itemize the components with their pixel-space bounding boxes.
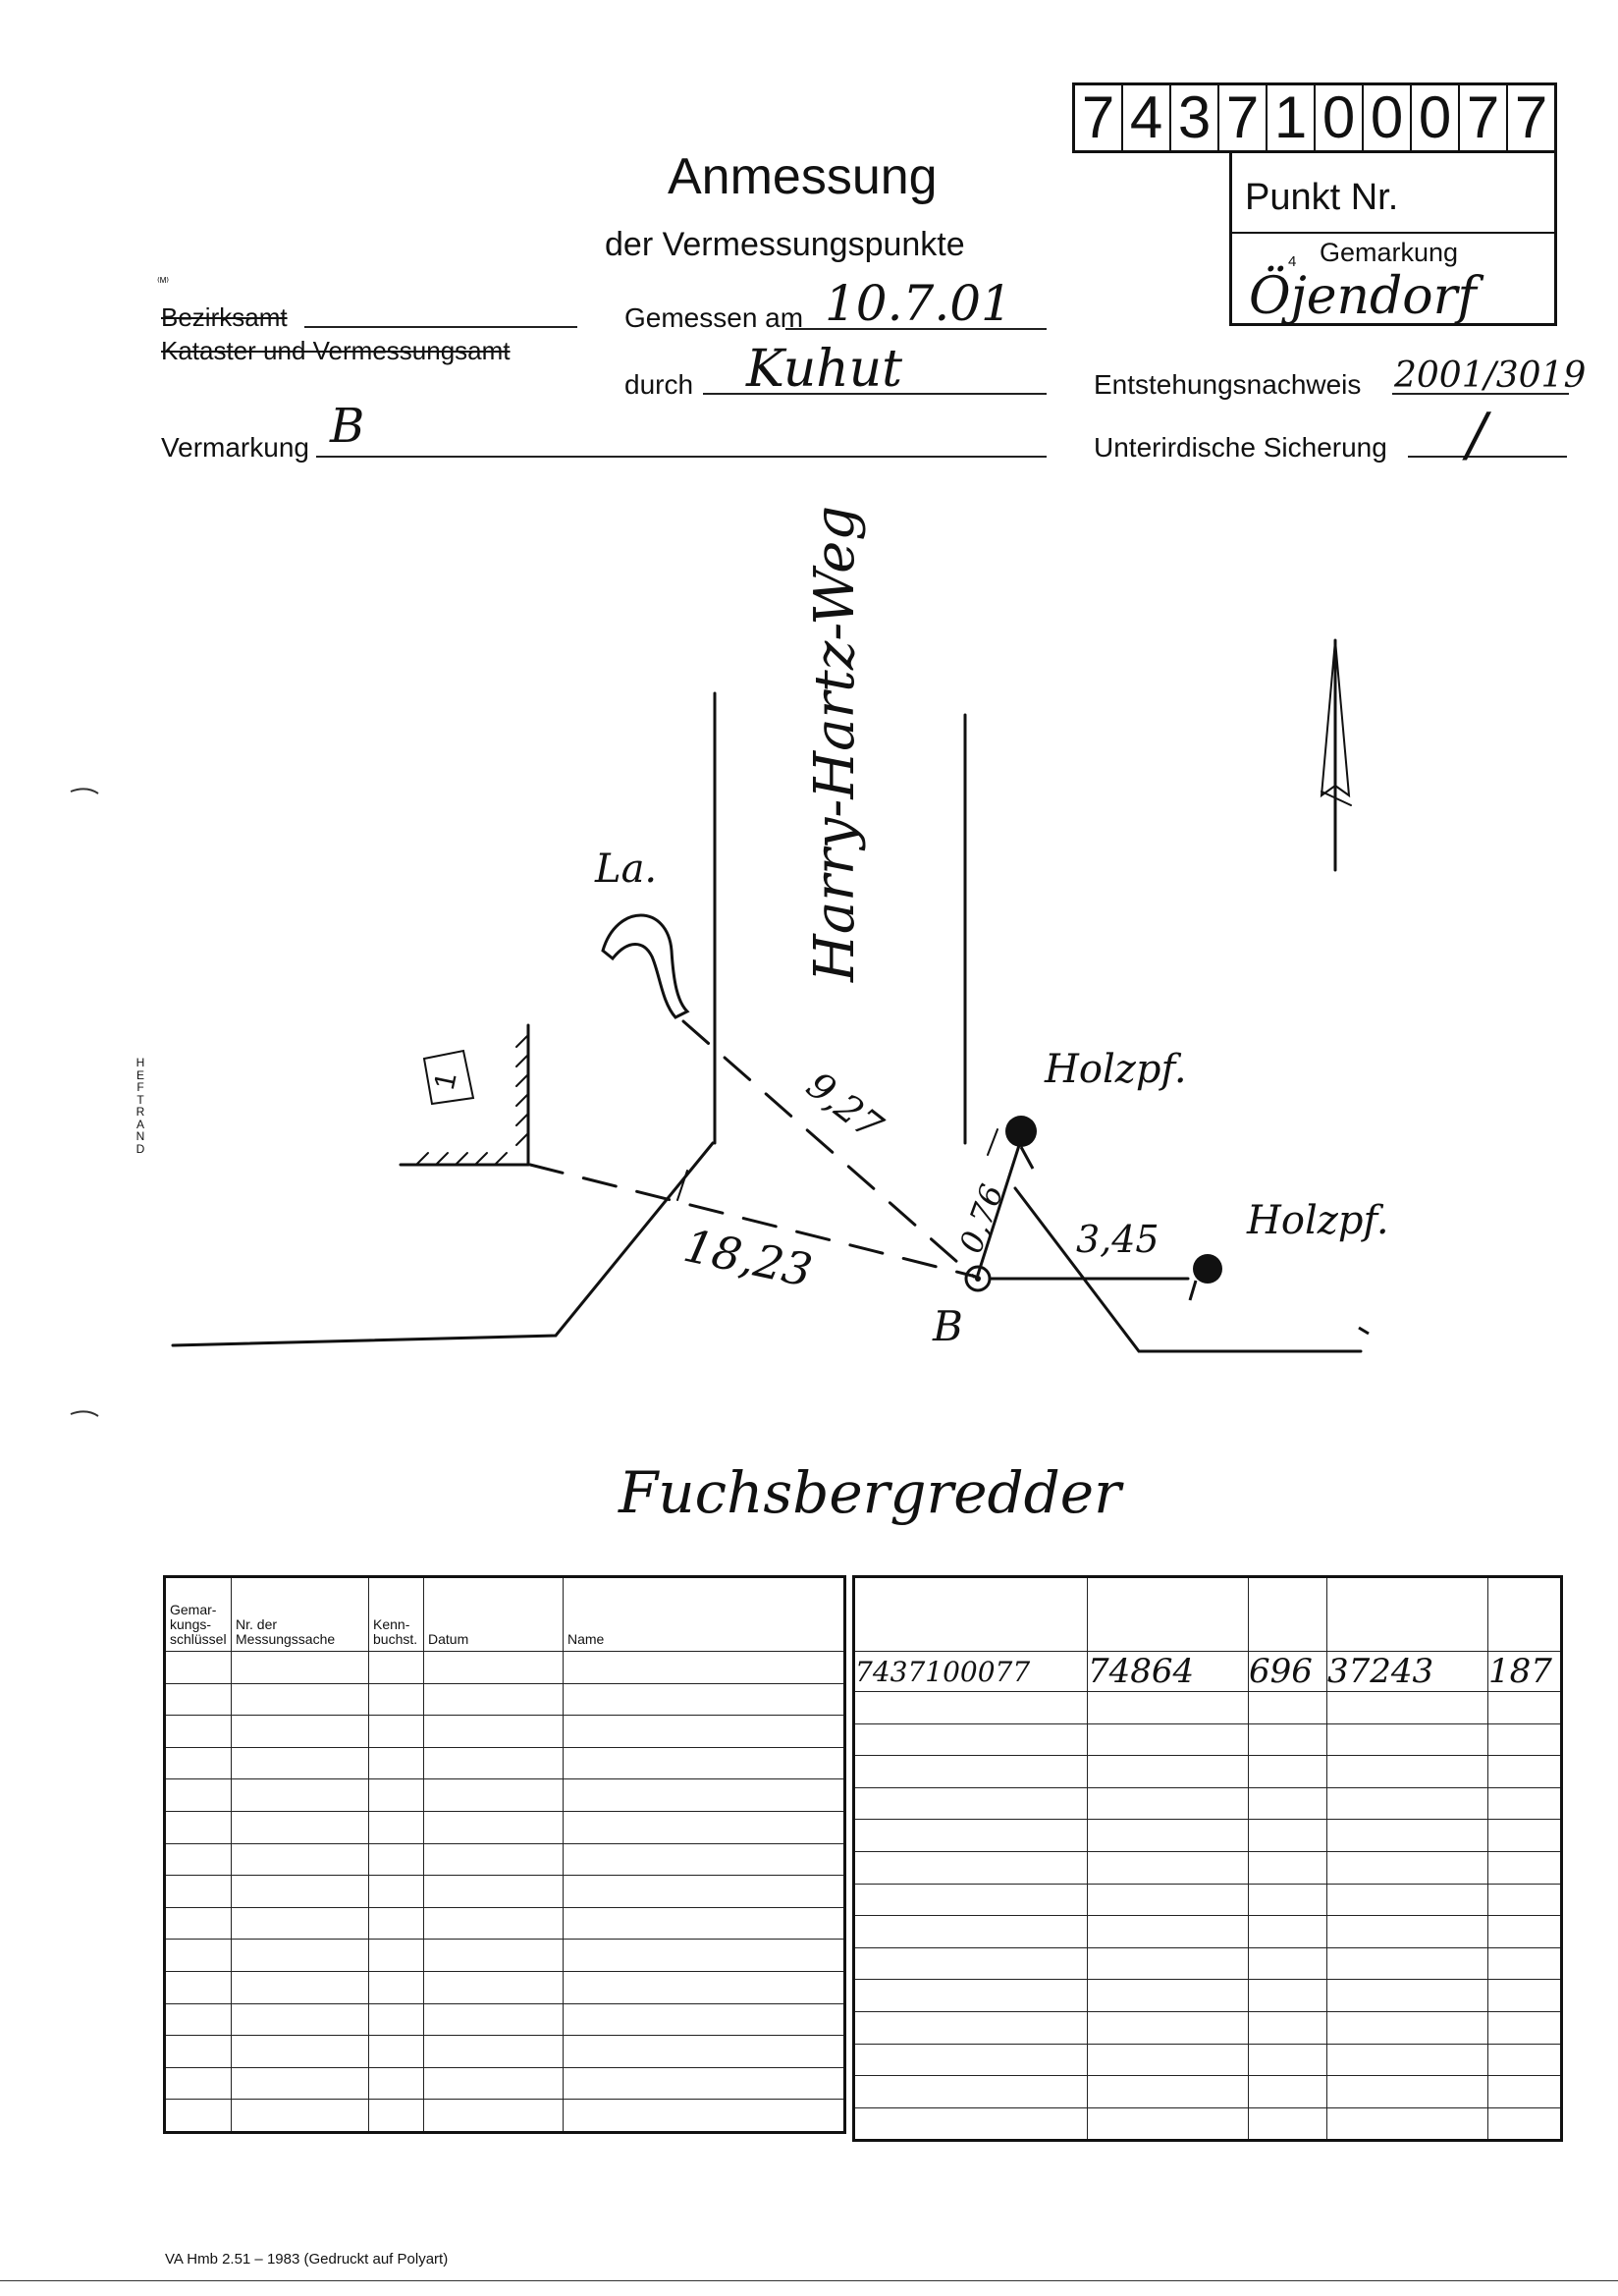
left-table bbox=[163, 1575, 846, 2134]
table-cell bbox=[564, 1683, 845, 1716]
table-row bbox=[165, 1907, 845, 1940]
page-title: Anmessung bbox=[668, 148, 938, 205]
table-cell bbox=[1327, 1980, 1488, 2012]
table-row bbox=[165, 2036, 845, 2068]
table-cell bbox=[424, 1811, 564, 1843]
table-cell bbox=[369, 2036, 424, 2068]
table-cell bbox=[424, 2003, 564, 2036]
durch-label: durch bbox=[624, 369, 694, 400]
table-row bbox=[165, 1652, 845, 1684]
table-cell bbox=[232, 1907, 369, 1940]
table-cell bbox=[1327, 2107, 1488, 2141]
table-cell bbox=[424, 1747, 564, 1779]
table-row bbox=[165, 1811, 845, 1843]
table-row bbox=[854, 2044, 1562, 2076]
table-cell bbox=[1088, 1692, 1249, 1724]
table-cell bbox=[1327, 1723, 1488, 1756]
table-cell bbox=[1088, 1947, 1249, 1980]
entstehung-value: 2001/3019 bbox=[1394, 355, 1587, 396]
table-cell bbox=[564, 1907, 845, 1940]
gemessen-label: Gemessen am bbox=[624, 302, 804, 333]
table-row bbox=[165, 1779, 845, 1812]
holzpf-label-2: Holzpf. bbox=[1247, 1198, 1389, 1243]
table-cell bbox=[564, 1811, 845, 1843]
table-cell bbox=[232, 1683, 369, 1716]
table-cell bbox=[854, 1723, 1088, 1756]
right-table-header bbox=[854, 1577, 1562, 1652]
holzpf-label-1: Holzpf. bbox=[1045, 1047, 1187, 1092]
table-cell bbox=[564, 2100, 845, 2133]
table-cell bbox=[165, 2100, 232, 2133]
punkt-digit: 4 bbox=[1123, 85, 1171, 150]
table-row bbox=[165, 1876, 845, 1908]
table-cell: 74864 bbox=[1088, 1652, 1249, 1692]
table-cell bbox=[1327, 1884, 1488, 1916]
table-cell bbox=[424, 2100, 564, 2133]
table-cell bbox=[1488, 1947, 1562, 1980]
table-cell bbox=[369, 1716, 424, 1748]
punkt-digit: 1 bbox=[1267, 85, 1316, 150]
table-cell bbox=[424, 1779, 564, 1812]
table-cell bbox=[369, 1811, 424, 1843]
table-cell bbox=[1488, 1884, 1562, 1916]
table-cell bbox=[1327, 2076, 1488, 2108]
table-cell bbox=[1088, 1820, 1249, 1852]
gemarkung-label: Gemarkung bbox=[1320, 238, 1459, 267]
street-label-horizontal: Fuchsbergredder bbox=[619, 1459, 1121, 1526]
punkt-digit: 7 bbox=[1514, 84, 1548, 150]
table-cell bbox=[564, 1940, 845, 1972]
table-cell bbox=[232, 1747, 369, 1779]
point-label-b: B bbox=[933, 1302, 963, 1350]
lantern-shape bbox=[603, 915, 687, 1017]
table-cell bbox=[1327, 1820, 1488, 1852]
heftrand-label: HEFTRAND bbox=[135, 1056, 145, 1156]
table-cell bbox=[232, 2036, 369, 2068]
table-cell bbox=[369, 1907, 424, 1940]
table-cell bbox=[854, 1820, 1088, 1852]
table-row bbox=[165, 2003, 845, 2036]
table-cell bbox=[1488, 2011, 1562, 2044]
table-cell bbox=[232, 1652, 369, 1684]
table-cell bbox=[1088, 1916, 1249, 1948]
table-row bbox=[854, 1916, 1562, 1948]
table-cell bbox=[232, 2003, 369, 2036]
table-cell bbox=[564, 1652, 845, 1684]
table-cell bbox=[232, 1716, 369, 1748]
table-cell: 7437100077 bbox=[854, 1652, 1088, 1692]
kataster-label: Kataster und Vermessungsamt bbox=[161, 336, 511, 365]
table-cell bbox=[564, 2036, 845, 2068]
table-cell bbox=[1327, 2011, 1488, 2044]
table-row bbox=[854, 1692, 1562, 1724]
holzpf-post-1 bbox=[1005, 1116, 1037, 1169]
table-cell bbox=[369, 2067, 424, 2100]
table-cell bbox=[564, 1716, 845, 1748]
table-cell bbox=[1488, 1916, 1562, 1948]
table-cell bbox=[232, 1971, 369, 2003]
table-row bbox=[165, 2100, 845, 2133]
table-cell bbox=[1249, 1723, 1327, 1756]
gemarkung-number: 4 bbox=[1288, 253, 1297, 270]
table-cell bbox=[165, 2003, 232, 2036]
table-cell bbox=[1249, 2011, 1327, 2044]
table-row bbox=[854, 1947, 1562, 1980]
table-cell bbox=[564, 1843, 845, 1876]
table-cell bbox=[564, 1876, 845, 1908]
table-cell bbox=[1327, 1692, 1488, 1724]
table-cell bbox=[1088, 2011, 1249, 2044]
punkt-digit: 7 bbox=[1075, 85, 1123, 150]
column-header: Gemar-kungs-schlüssel bbox=[165, 1577, 232, 1652]
table-cell bbox=[165, 1779, 232, 1812]
table-cell bbox=[165, 1716, 232, 1748]
table-cell bbox=[369, 2100, 424, 2133]
table-cell bbox=[165, 1652, 232, 1684]
punkt-digit: 0 bbox=[1316, 85, 1364, 150]
punkt-label: Punkt Nr. bbox=[1245, 177, 1399, 218]
page-subtitle: der Vermessungspunkte bbox=[605, 226, 965, 263]
table-cell bbox=[424, 1907, 564, 1940]
table-cell bbox=[1488, 2107, 1562, 2141]
table-cell: 37243 bbox=[1327, 1652, 1488, 1692]
distance-345: 3,45 bbox=[1076, 1218, 1160, 1261]
table-cell bbox=[1327, 1916, 1488, 1948]
table-cell bbox=[1488, 2076, 1562, 2108]
vermarkung-value: B bbox=[330, 399, 365, 454]
table-row bbox=[854, 1723, 1562, 1756]
table-cell bbox=[424, 1876, 564, 1908]
table-cell bbox=[1488, 1787, 1562, 1820]
table-cell bbox=[1088, 1884, 1249, 1916]
table-cell bbox=[424, 2036, 564, 2068]
distance-1823: 18,23 bbox=[678, 1218, 817, 1298]
table-row bbox=[165, 1843, 845, 1876]
table-cell bbox=[424, 1716, 564, 1748]
table-cell bbox=[165, 1971, 232, 2003]
table-cell bbox=[854, 1756, 1088, 1788]
column-header: Nr. der Messungssache bbox=[232, 1577, 369, 1652]
table-cell bbox=[232, 1876, 369, 1908]
left-table-header bbox=[165, 1577, 845, 1652]
table-cell bbox=[854, 1980, 1088, 2012]
table-cell bbox=[232, 2100, 369, 2133]
table-cell bbox=[424, 2067, 564, 2100]
table-cell bbox=[854, 1916, 1088, 1948]
sicherung-value: / bbox=[1467, 401, 1487, 469]
table-cell bbox=[165, 1683, 232, 1716]
table-cell bbox=[165, 1876, 232, 1908]
entstehung-label: Entstehungsnachweis bbox=[1094, 369, 1362, 400]
table-cell bbox=[232, 1940, 369, 1972]
table-cell bbox=[854, 2107, 1088, 2141]
table-cell bbox=[424, 1971, 564, 2003]
table-cell bbox=[1249, 2107, 1327, 2141]
table-cell bbox=[369, 1683, 424, 1716]
table-cell bbox=[564, 1747, 845, 1779]
table-cell: 187 bbox=[1488, 1652, 1562, 1692]
table-cell bbox=[1088, 2107, 1249, 2141]
table-cell bbox=[165, 1747, 232, 1779]
table-cell bbox=[1249, 1756, 1327, 1788]
table-row bbox=[854, 1820, 1562, 1852]
table-cell bbox=[854, 1947, 1088, 1980]
table-cell bbox=[1488, 2044, 1562, 2076]
table-cell bbox=[1088, 1980, 1249, 2012]
table-cell bbox=[1488, 1980, 1562, 2012]
building-hatch bbox=[416, 1035, 528, 1165]
table-cell bbox=[1088, 1787, 1249, 1820]
table-cell bbox=[854, 1884, 1088, 1916]
footer-note: VA Hmb 2.51 – 1983 (Gedruckt auf Polyart) bbox=[165, 2251, 449, 2268]
bottom-rule bbox=[0, 2280, 1618, 2281]
table-cell bbox=[232, 2067, 369, 2100]
sicherung-label: Unterirdische Sicherung bbox=[1094, 432, 1387, 463]
table-cell bbox=[1488, 1723, 1562, 1756]
table-cell bbox=[564, 2067, 845, 2100]
table-cell bbox=[165, 1907, 232, 1940]
table-cell bbox=[1088, 1756, 1249, 1788]
table-cell: 696 bbox=[1249, 1652, 1327, 1692]
table-cell bbox=[369, 1747, 424, 1779]
table-cell bbox=[1249, 1947, 1327, 1980]
table-cell bbox=[1088, 1851, 1249, 1884]
table-cell bbox=[369, 1940, 424, 1972]
table-cell bbox=[1249, 1787, 1327, 1820]
table-cell bbox=[1488, 1851, 1562, 1884]
table-row bbox=[854, 1787, 1562, 1820]
table-cell bbox=[369, 1843, 424, 1876]
stamp-mark: ⁽ᴹ⁾ bbox=[157, 275, 170, 289]
table-cell bbox=[1249, 1851, 1327, 1884]
table-cell bbox=[1249, 2076, 1327, 2108]
table-cell bbox=[232, 1811, 369, 1843]
table-cell bbox=[1249, 1980, 1327, 2012]
distance-927: 9,27 bbox=[798, 1063, 891, 1149]
table-cell bbox=[1249, 1916, 1327, 1948]
column-header: Name bbox=[564, 1577, 845, 1652]
distance-076: 0,76 bbox=[951, 1179, 1011, 1258]
building-number: 1 bbox=[427, 1069, 463, 1093]
table-cell bbox=[424, 1683, 564, 1716]
table-row bbox=[165, 1716, 845, 1748]
right-table bbox=[852, 1575, 1563, 2142]
table-row bbox=[854, 1851, 1562, 1884]
table-cell bbox=[369, 2003, 424, 2036]
punkt-digit: 7 bbox=[1219, 85, 1267, 150]
table-cell bbox=[564, 1971, 845, 2003]
table-cell bbox=[424, 1940, 564, 1972]
table-cell bbox=[1249, 1820, 1327, 1852]
punkt-digit: 0 bbox=[1412, 85, 1460, 150]
table-cell bbox=[232, 1843, 369, 1876]
table-cell bbox=[1327, 1947, 1488, 1980]
table-row bbox=[165, 1971, 845, 2003]
table-row bbox=[165, 1683, 845, 1716]
column-header: Kenn-buchst. bbox=[369, 1577, 424, 1652]
vermarkung-label: Vermarkung bbox=[161, 432, 309, 463]
table-cell bbox=[854, 2044, 1088, 2076]
street-edge-lower-left bbox=[173, 1143, 713, 1345]
table-cell bbox=[1249, 2044, 1327, 2076]
table-row bbox=[854, 2076, 1562, 2108]
table-row bbox=[854, 2011, 1562, 2044]
street-label-vertical: Harry-Hartz-Weg bbox=[803, 505, 867, 982]
lantern-label: La. bbox=[595, 847, 658, 892]
holzpf-post-2 bbox=[1190, 1254, 1222, 1300]
table-row bbox=[854, 1884, 1562, 1916]
table-cell bbox=[369, 1971, 424, 2003]
table-row bbox=[165, 1940, 845, 1972]
table-row bbox=[165, 1747, 845, 1779]
table-cell bbox=[1088, 1723, 1249, 1756]
table-cell bbox=[424, 1843, 564, 1876]
table-cell bbox=[165, 1940, 232, 1972]
table-cell bbox=[369, 1779, 424, 1812]
table-cell bbox=[165, 1843, 232, 1876]
table-cell bbox=[1088, 2076, 1249, 2108]
table-cell bbox=[1327, 1787, 1488, 1820]
punkt-digit: 7 bbox=[1460, 85, 1508, 150]
table-cell bbox=[165, 2067, 232, 2100]
table-cell bbox=[1488, 1820, 1562, 1852]
table-cell bbox=[854, 2076, 1088, 2108]
table-cell bbox=[564, 1779, 845, 1812]
table-cell bbox=[1327, 1851, 1488, 1884]
table-cell bbox=[1088, 2044, 1249, 2076]
durch-value: Kuhut bbox=[746, 340, 903, 399]
table-cell bbox=[564, 2003, 845, 2036]
table-cell bbox=[424, 1652, 564, 1684]
table-cell bbox=[165, 1811, 232, 1843]
table-row bbox=[854, 1980, 1562, 2012]
punkt-digit: 3 bbox=[1171, 85, 1219, 150]
table-cell bbox=[854, 2011, 1088, 2044]
table-cell bbox=[854, 1851, 1088, 1884]
table-cell bbox=[232, 1779, 369, 1812]
table-row bbox=[854, 1652, 1562, 1692]
table-row bbox=[854, 1756, 1562, 1788]
gemessen-value: 10.7.01 bbox=[825, 275, 1012, 332]
table-cell bbox=[369, 1876, 424, 1908]
table-cell bbox=[1488, 1756, 1562, 1788]
column-header: Datum bbox=[424, 1577, 564, 1652]
table-cell bbox=[1249, 1884, 1327, 1916]
punkt-digit: 0 bbox=[1364, 85, 1412, 150]
table-cell bbox=[369, 1652, 424, 1684]
table-cell bbox=[1249, 1692, 1327, 1724]
table-cell bbox=[854, 1787, 1088, 1820]
table-cell bbox=[854, 1692, 1088, 1724]
table-row bbox=[165, 2067, 845, 2100]
gemarkung-value: Öjendorf bbox=[1249, 267, 1477, 326]
table-row bbox=[854, 2107, 1562, 2141]
table-cell bbox=[1327, 2044, 1488, 2076]
table-cell bbox=[1488, 1692, 1562, 1724]
bezirksamt-label: Bezirksamt bbox=[161, 302, 288, 332]
table-cell bbox=[165, 2036, 232, 2068]
table-cell bbox=[1327, 1756, 1488, 1788]
